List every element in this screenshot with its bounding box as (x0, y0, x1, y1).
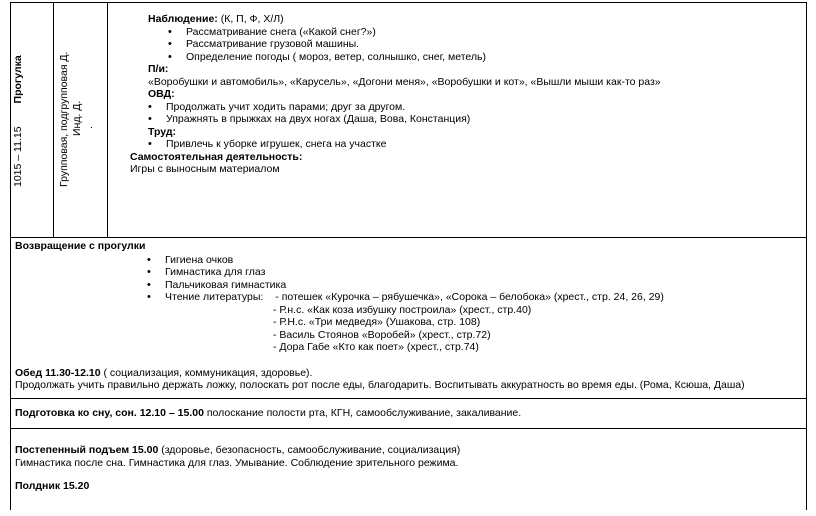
walk-time-text: 1015 – 11.15 (12, 126, 24, 187)
return-title: Возвращение с прогулки (15, 240, 146, 252)
reading-item: - Василь Стоянов «Воробей» (хрест., стр.72) (273, 328, 491, 341)
games-text: «Воробушки и автомобиль», «Карусель», «Догони меня», «Воробушки и кот», «Вышли мыши как-то раз» (148, 75, 661, 88)
table-border-top (10, 2, 807, 3)
lunch-note: Продолжать учить правильно держать ложку, полоскать рот после еды, благодарить. Воспитывать аккуратность во время еды. (Рома, Ксюша, Даша) (15, 379, 745, 391)
list-item: • Упражнять в прыжках на двух ногах (Даша, Вова, Констанция) (144, 113, 800, 126)
list-item: • Пальчиковая гимнастика (143, 279, 800, 292)
labor-list (130, 138, 800, 151)
row-divider-walk (10, 237, 807, 238)
observation-list (130, 26, 800, 64)
walk-content (130, 13, 800, 176)
wakeup-note: Гимнастика после сна. Гимнастика для глаз. Умывание. Соблюдение зрительного режима. (15, 456, 459, 469)
list-item: • Рассматривание грузовой машины. (164, 38, 800, 51)
row-divider-return (10, 398, 807, 399)
walk-dot: . (83, 126, 95, 129)
table-border-left (10, 2, 11, 510)
lunch-label: Обед 11.30-12.10 (15, 366, 101, 379)
observation-label: Наблюдение: (148, 13, 218, 25)
games-label: П/и: (148, 63, 169, 75)
row-divider-sleep (10, 428, 807, 429)
snack-label: Полдник 15.20 (15, 480, 90, 492)
return-list (15, 254, 800, 304)
reading-item: - Р.н.с. «Как коза избушку построила» (хрест., стр.40) (273, 303, 532, 316)
ovd-list (130, 101, 800, 126)
list-item-reading (143, 291, 800, 304)
list-item: • Гигиена очков (143, 254, 800, 267)
wakeup-label: Постепенный подъем 15.00 (15, 444, 159, 456)
walk-time (12, 55, 25, 187)
list-item: • Привлечь к уборке игрушек, снега на участке (144, 138, 800, 151)
reading-continuation (15, 304, 800, 354)
reading-item: - Р.Н.с. «Три медведя» (Ушакова, стр. 108) (273, 316, 481, 328)
table-border-right (806, 2, 807, 510)
walk-title: Прогулка (12, 55, 24, 104)
independent-label: Самостоятельная деятельность: (130, 150, 303, 163)
labor-label: Труд: (148, 125, 177, 138)
observation-tags: (К, П, Ф, Х/Л) (217, 13, 284, 25)
wakeup-text: (здоровье, безопасность, самообслуживание, социализация) (158, 444, 461, 456)
walk-forms (58, 52, 96, 187)
list-item: • Гимнастика для глаз (143, 266, 800, 279)
list-item: • Рассматривание снега («Какой снег?») (164, 26, 800, 39)
return-section (15, 240, 800, 392)
walk-group-form: Групповая, подгрупповая Д. (58, 51, 70, 187)
sleep-section (15, 407, 521, 420)
reading-item: - Дора Габе «Кто как поет» (хрест., стр.74) (273, 341, 479, 353)
lunch-line (15, 367, 800, 380)
column-divider-2 (107, 2, 108, 237)
wakeup-section (15, 444, 460, 493)
list-item: • Определение погоды ( мороз, ветер, солнышко, снег, метель) (164, 51, 800, 64)
sleep-text: полоскание полости рта, КГН, самообслуживание, закаливание. (203, 407, 522, 419)
list-item: • Продолжать учит ходить парами; друг за другом. (144, 101, 800, 114)
reading-item: - потешек «Курочка – рябушечка», «Сорока – белобока» (хрест., стр. 24, 26, 29) (275, 291, 664, 303)
independent-text: Игры с выносным материалом (130, 163, 280, 175)
ovd-label: ОВД: (148, 88, 175, 100)
lunch-text: ( социализация, коммуникация, здоровье). (100, 366, 313, 379)
sleep-label: Подготовка ко сну, сон. 12.10 – 15.00 (15, 407, 204, 419)
reading-label: Чтение литературы: (165, 291, 264, 303)
column-divider-1 (53, 2, 54, 237)
walk-individual: Инд. Д. (70, 100, 83, 136)
